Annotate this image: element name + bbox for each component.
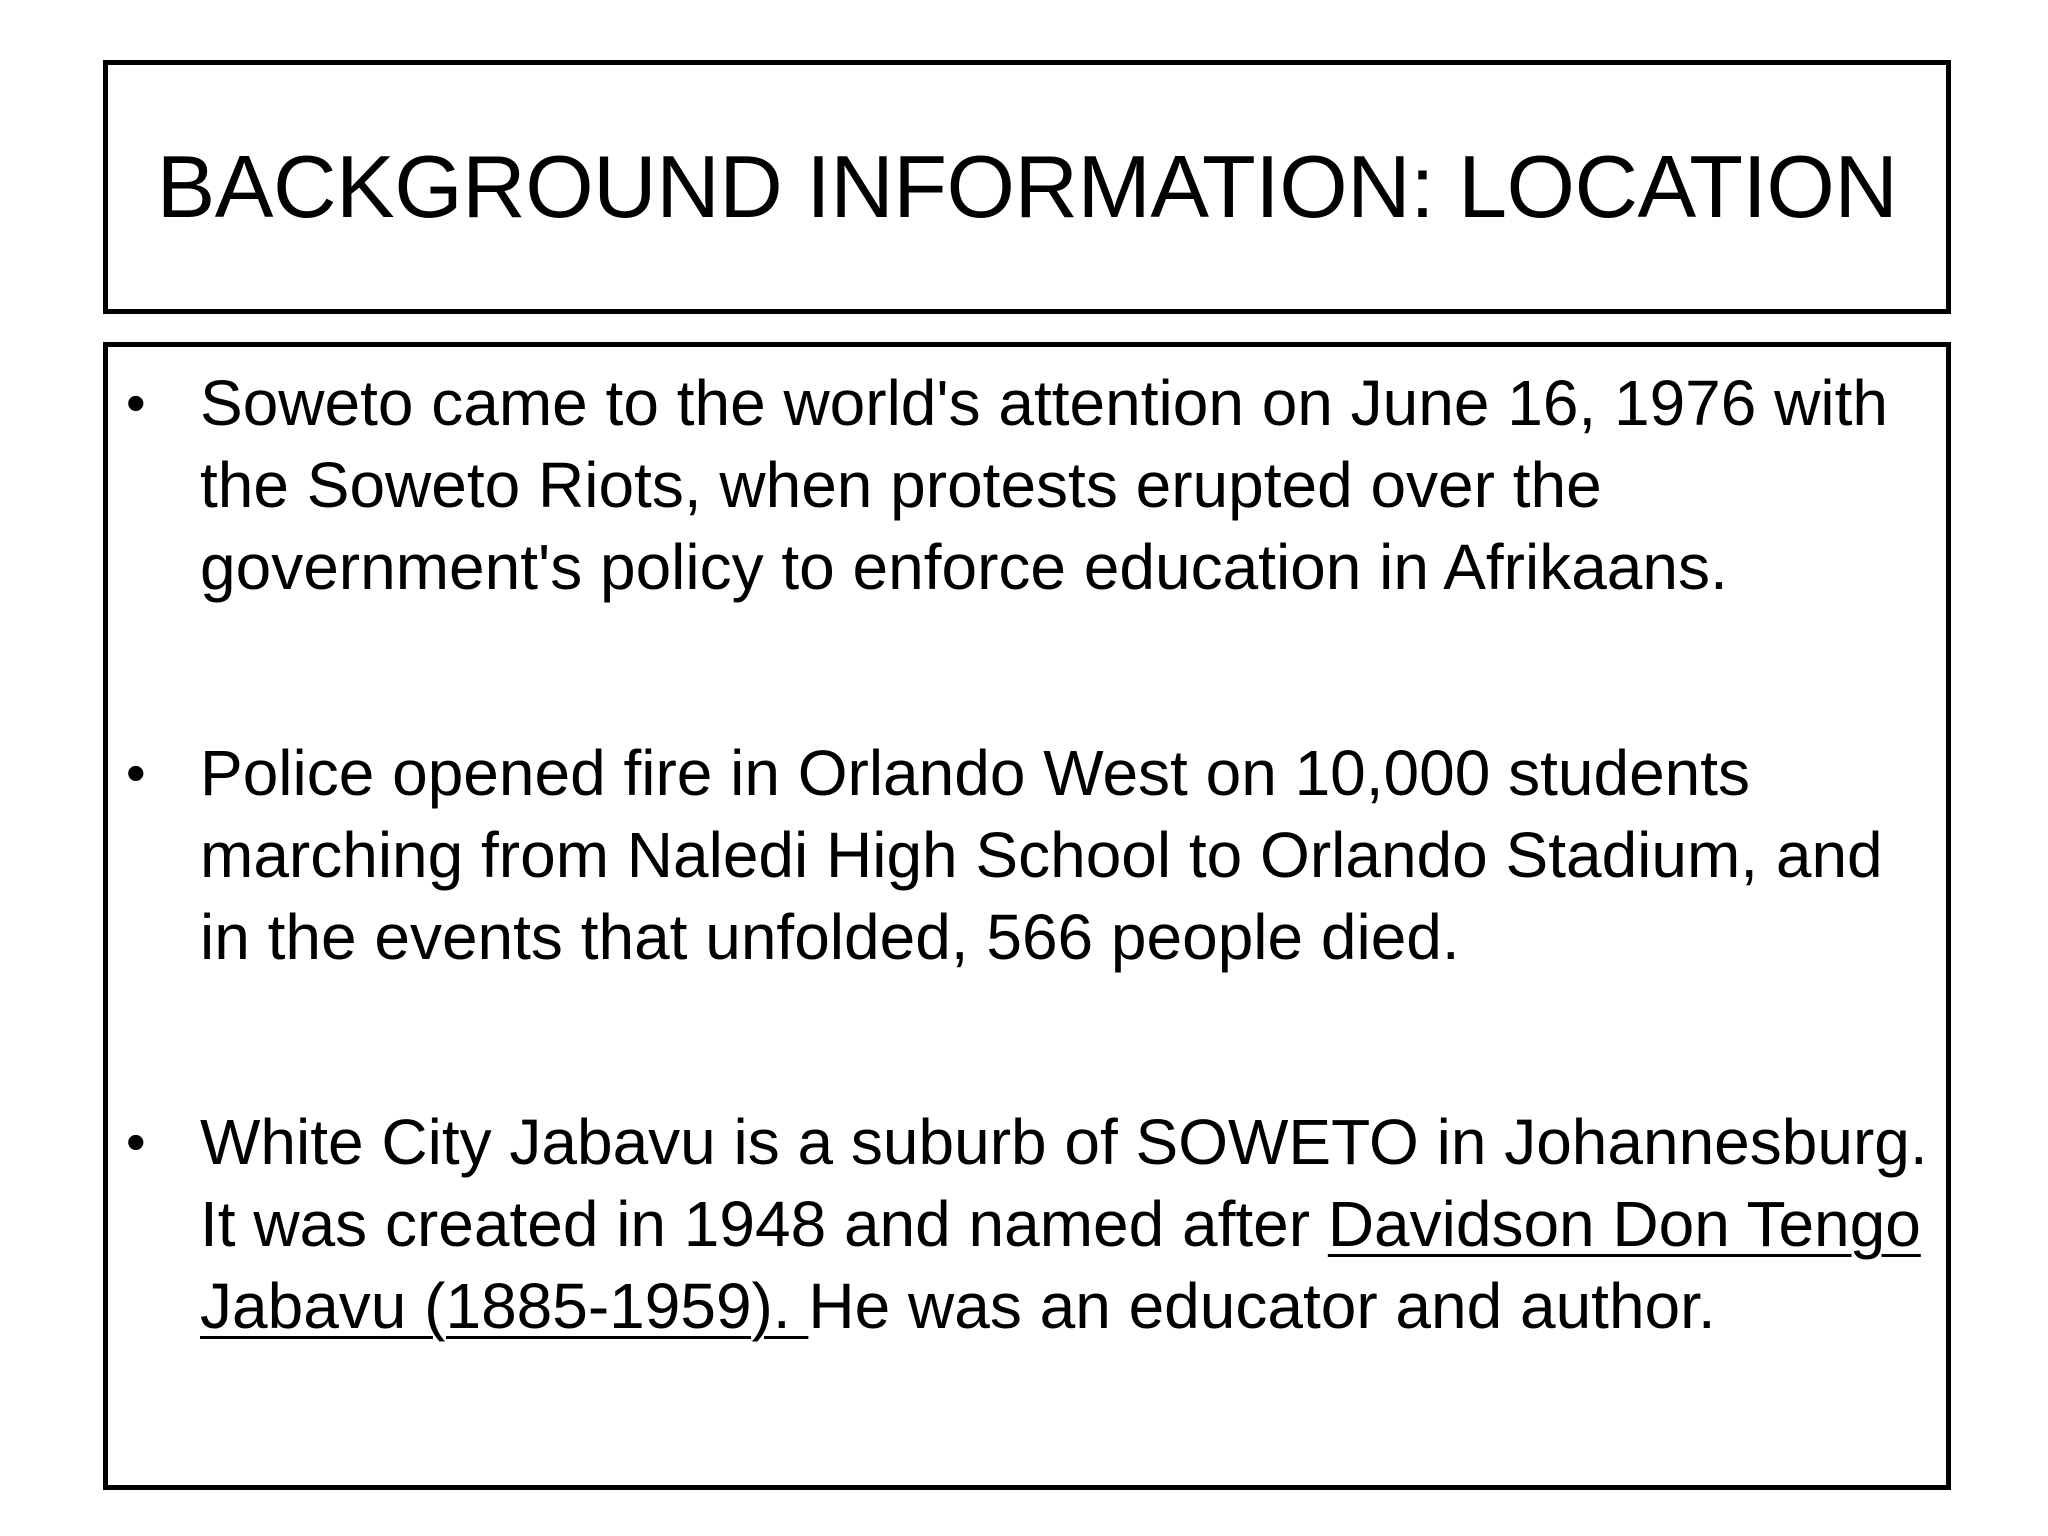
bullet-text: Soweto came to the world's attention on June 16, 1976 with the Soweto Riots, when protests erupted over the government's policy to enforce education in Afrikaans. <box>200 367 1888 603</box>
bullet-icon: • <box>126 371 146 434</box>
bullet-item <box>108 732 1946 1002</box>
bullet-text: Police opened fire in Orlando West on 10,000 students marching from Naledi High School to Orlando Stadium, and in the events that unfolded, 566 people died. <box>200 737 1883 973</box>
bullet-item <box>108 362 1946 632</box>
bullet-icon: • <box>126 741 146 804</box>
bullet-item <box>108 1101 1946 1371</box>
bullet-text <box>200 1101 1940 1347</box>
bullet-icon: • <box>126 1110 146 1173</box>
slide-content-box <box>103 342 1951 1490</box>
jabavu-link[interactable]: Davidson Don Tengo Jabavu (1885-1959). <box>200 1188 1921 1342</box>
slide-title: BACKGROUND INFORMATION: LOCATION <box>156 137 1898 236</box>
bullet-text-before-link: White City Jabavu is a suburb of SOWETO in Johannesburg. It was created in 1948 and named after <box>200 1106 1928 1260</box>
slide-title-box <box>103 60 1951 314</box>
bullet-text-after-link: He was an educator and author. <box>808 1270 1716 1342</box>
